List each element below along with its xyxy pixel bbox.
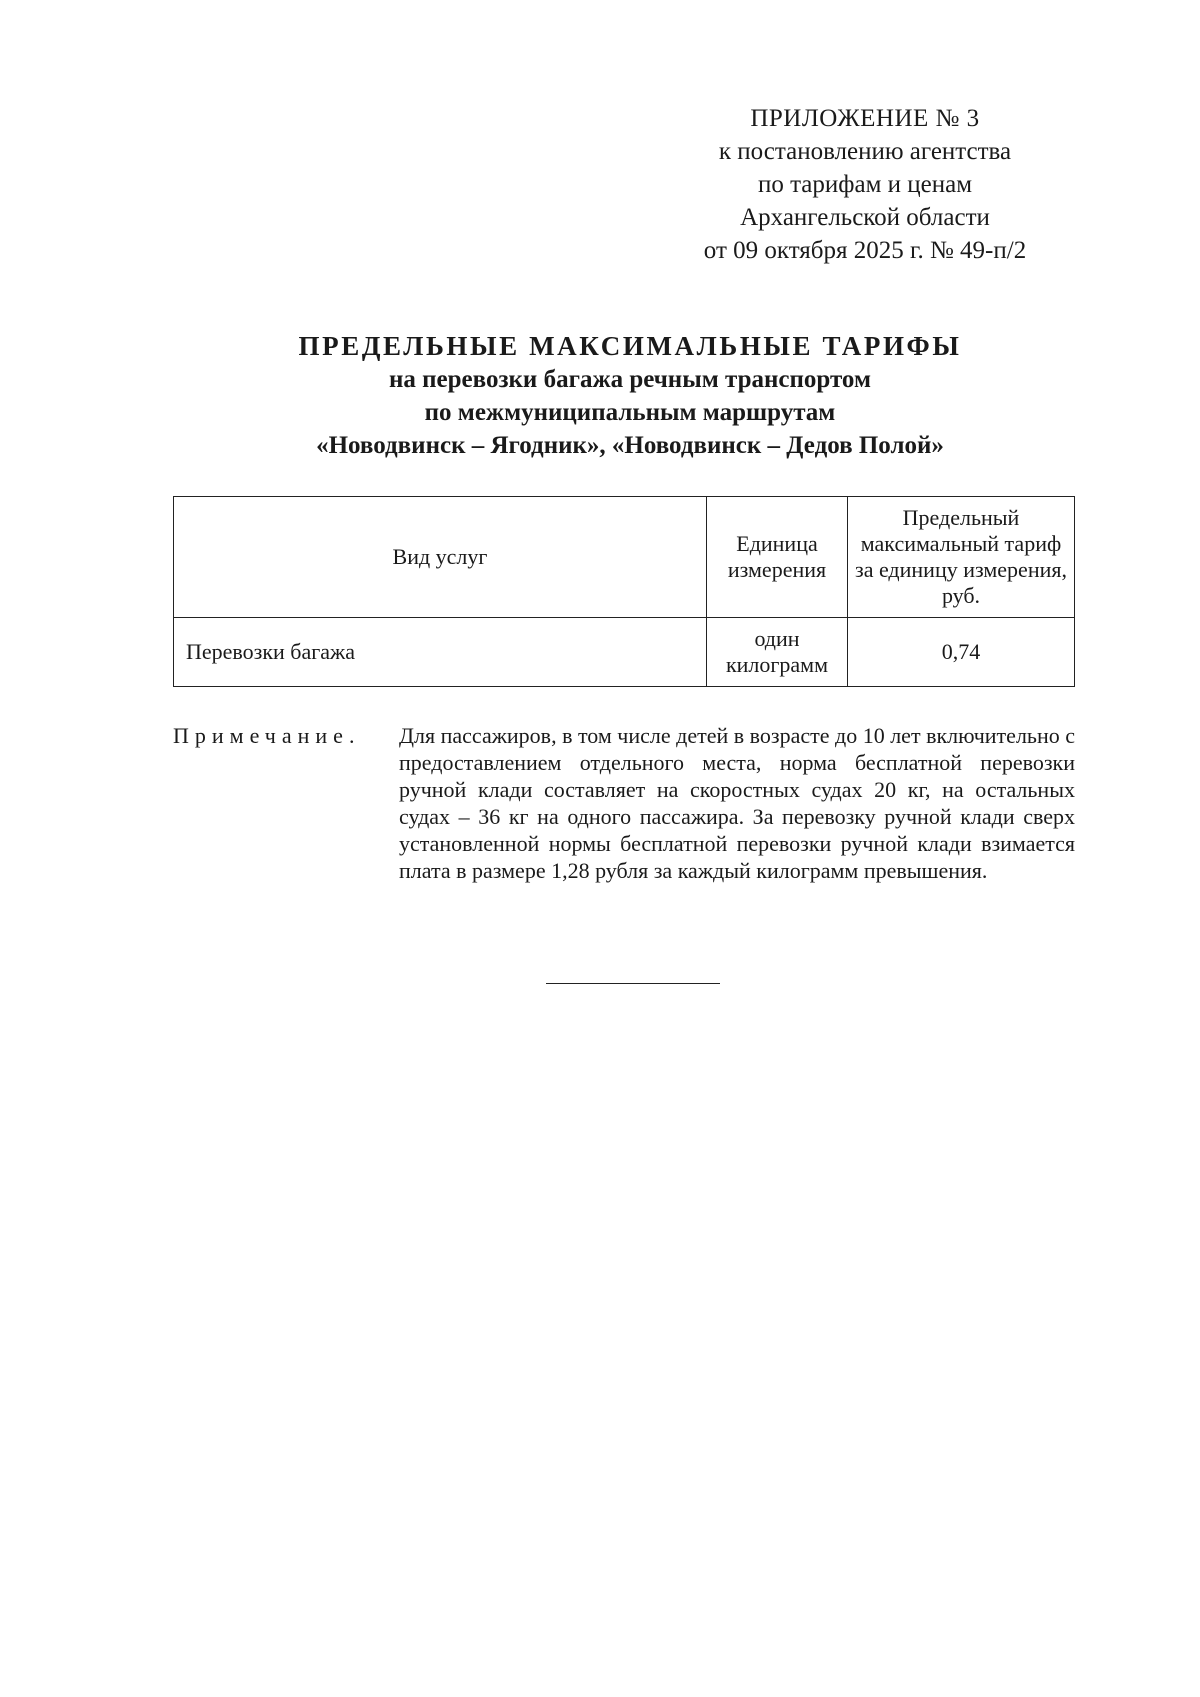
header-unit: Единица измерения xyxy=(707,497,848,618)
header-service-type: Вид услуг xyxy=(174,497,707,618)
cell-unit: один килограмм xyxy=(707,618,848,687)
document-subtitle-line: «Новодвинск – Ягодник», «Новодвинск – Дедов Полой» xyxy=(316,432,944,459)
annex-line: к постановлению агентства xyxy=(718,138,1012,165)
cell-tariff: 0,74 xyxy=(848,618,1075,687)
note-text: Для пассажиров, в том числе детей в возрасте до 10 лет включительно с предоставлением отдельного места, норма бесплатной перевозки ручной клади составляет на скоростных судах 20 кг, на остальных судах – 36 кг на одного пассажира. За перевозку ручной клади сверх установленной нормы бесплатной перевозки ручной клади взимается плата в размере 1,28 рубля за каждый килограмм превышения. xyxy=(399,723,1075,883)
note-label: Примечание. xyxy=(173,723,361,748)
table-header-row xyxy=(174,497,1075,618)
document-heading xyxy=(170,330,1090,462)
document-subtitle-line: по межмуниципальным маршрутам xyxy=(424,399,836,426)
cell-service: Перевозки багажа xyxy=(174,618,707,687)
annex-block xyxy=(660,102,1070,267)
header-tariff: Предельный максимальный тариф за единицу измерения, руб. xyxy=(848,497,1075,618)
closing-divider xyxy=(546,983,720,984)
table-row xyxy=(174,618,1075,687)
tariff-table xyxy=(173,496,1075,687)
annex-line: от 09 октября 2025 г. № 49-п/2 xyxy=(703,237,1027,264)
document-title: ПРЕДЕЛЬНЫЕ МАКСИМАЛЬНЫЕ ТАРИФЫ xyxy=(298,331,962,361)
annex-line: по тарифам и ценам xyxy=(757,171,973,198)
annex-line: Архангельской области xyxy=(740,204,990,231)
document-subtitle-line: на перевозки багажа речным транспортом xyxy=(389,366,871,393)
annex-title: ПРИЛОЖЕНИЕ № 3 xyxy=(750,105,980,132)
